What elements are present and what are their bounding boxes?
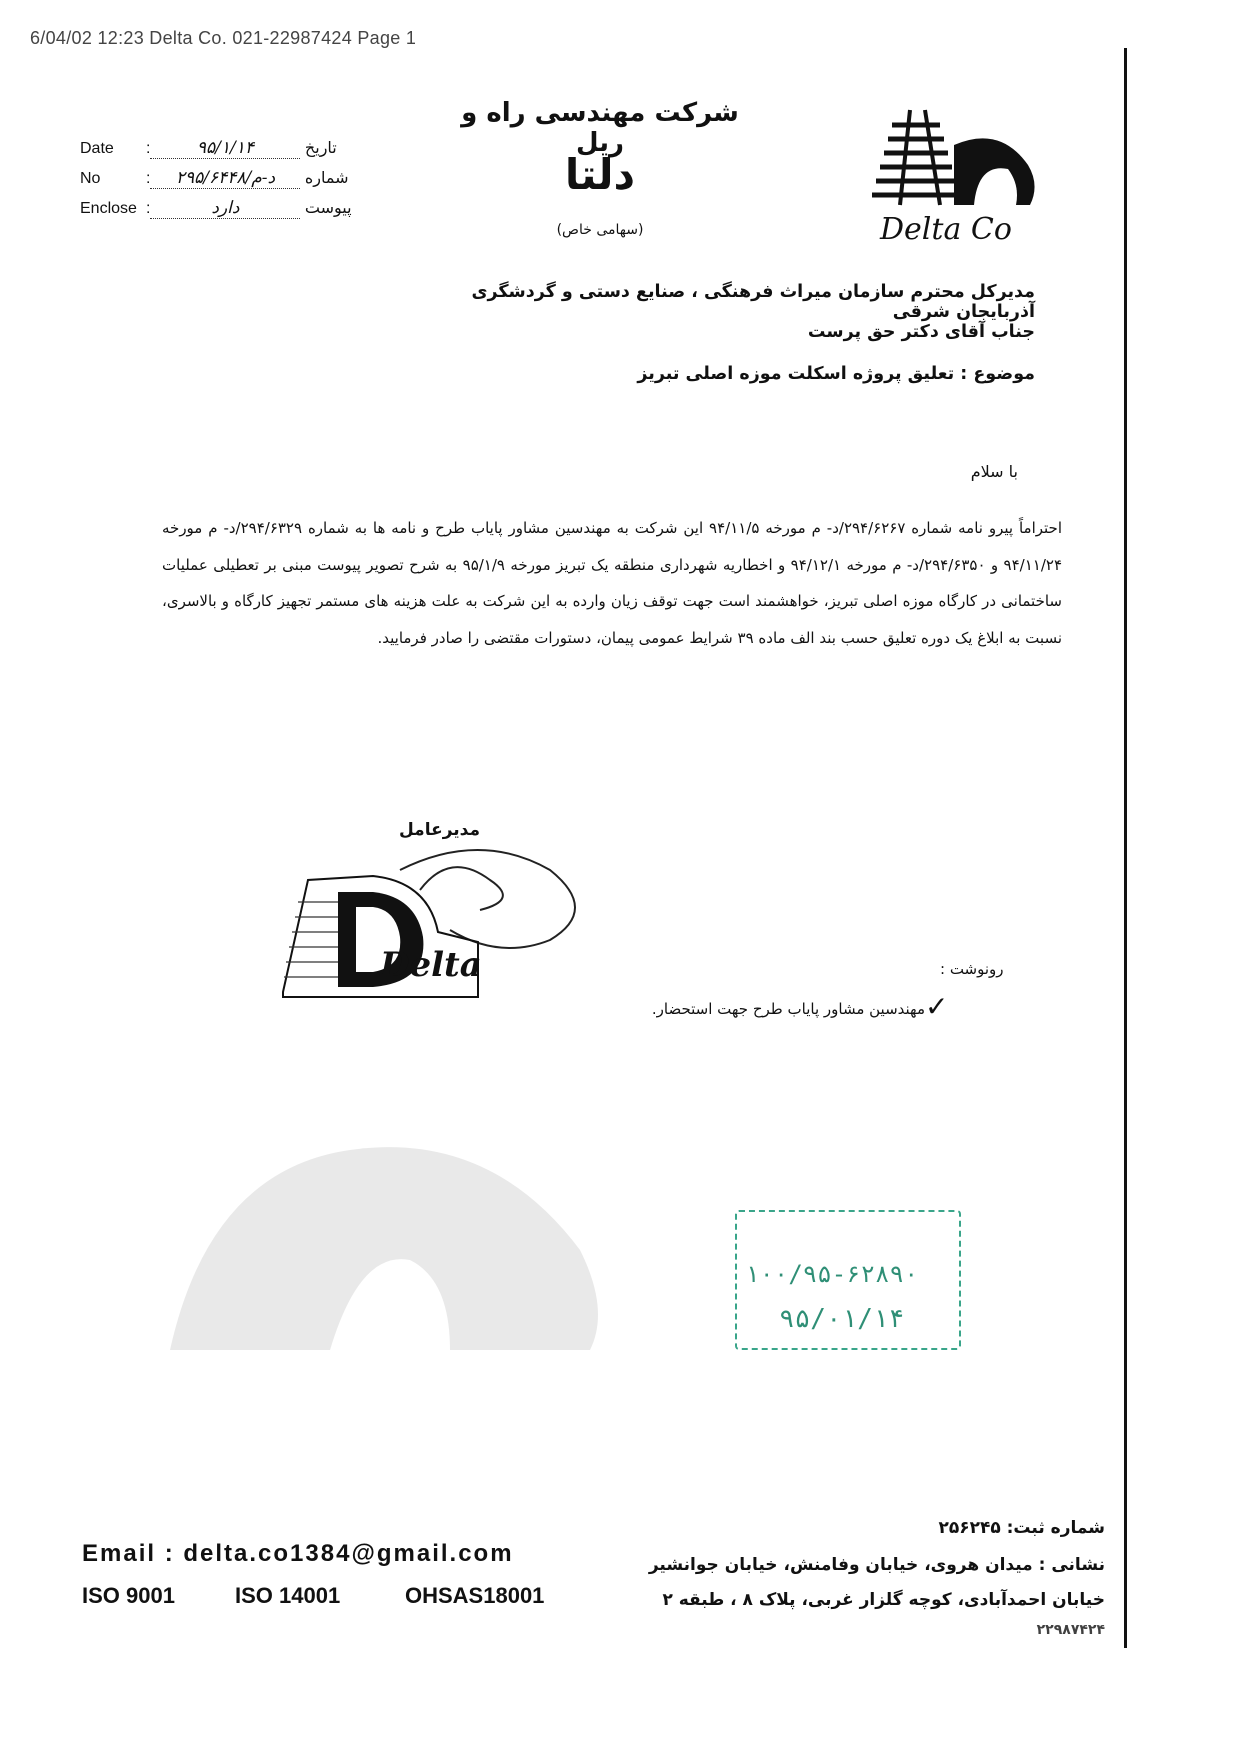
signature-title: مدیرعامل (399, 820, 480, 840)
footer-iso-9001: ISO 9001 (82, 1583, 175, 1608)
rail-logo-icon (870, 105, 1050, 215)
cc-label: رونوشت : (940, 960, 1004, 978)
stamp-header-text (747, 1220, 947, 1235)
check-mark-icon: ✓ (925, 990, 949, 1023)
footer-email: Email : delta.co1384@gmail.com (82, 1540, 514, 1567)
cc-item: مهندسین مشاور پایاب طرح جهت استحضار. (651, 1000, 925, 1018)
received-stamp (735, 1210, 961, 1350)
greeting: با سلام (970, 462, 1018, 481)
margin-rule (1124, 48, 1127, 1648)
footer-phone: ۲۲۹۸۷۴۲۴ (1036, 1622, 1105, 1638)
faded-watermark (150, 1110, 630, 1360)
seal-logo-text: Delta (380, 945, 482, 985)
stamp-date: ۹۵/۰۱/۱۴ (779, 1304, 905, 1334)
meta-enclose: Enclose : دارد پیوست (80, 198, 352, 218)
logo-text: Delta Co (880, 212, 1012, 247)
footer-address-1: نشانی : میدان هروی، خیابان وفامنش، خیابان جوانشیر (648, 1555, 1105, 1575)
recipient-line-1: مدیرکل محترم سازمان میراث فرهنگی ، صنایع دستی و گردشگری آذربایجان شرقی (471, 282, 1035, 322)
meta-date: Date : ۹۵/۱/۱۴ تاریخ (80, 138, 337, 158)
footer-ohsas: OHSAS18001 (405, 1583, 545, 1608)
footer-registration: شماره ثبت: ۲۵۶۲۴۵ (938, 1518, 1105, 1538)
company-type: (سهامی خاص) (556, 222, 644, 238)
subject-line: موضوع : تعلیق پروژه اسکلت موزه اصلی تبریز (637, 364, 1035, 384)
company-brand: دلتا (564, 150, 636, 199)
footer-iso-14001: ISO 14001 (235, 1583, 341, 1608)
recipient-line-2: جناب آقای دکتر حق پرست (807, 322, 1035, 342)
fax-header: 6/04/02 12:23 Delta Co. 021-22987424 Page 1 (30, 28, 417, 48)
footer-address-2: خیابان احمدآبادی، کوچه گلزار غربی، پلاک ۸ ، طبقه ۲ (662, 1590, 1105, 1610)
stamp-number: ۱۰۰/۹۵-۶۲۸۹۰ (745, 1260, 919, 1288)
letter-body: احتراماً پیرو نامه شماره ۲۹۴/۶۲۶۷/د- م مورخه ۹۴/۱۱/۵ این شرکت به مهندسین مشاور پایاب طرح و نامه ها به شماره ۲۹۴/۶۳۲۹/د- م مورخه ۹۴/۱۱/۲۴ و ۲۹۴/۶۳۵۰/د- م مورخه ۹۴/۱۲/۱ و اخطاریه شهرداری منطقه یک تبریز مورخه ۹۵/۱/۹ به شرح تصویر پیوست مبنی بر تعطیلی عملیات ساختمانی در کارگاه موزه اصلی تبریز، خواهشمند است جهت توقف زیان وارده به این شرکت به علت هزینه های مستمر تجهیز کارگاه و بالاسری، نسبت به ابلاغ یک دوره تعلیق حسب بند الف ماده ۳۹ شرایط عمومی پیمان، دستورات مقتضی را صادر فرمایید. (162, 519, 1062, 647)
meta-number: No : ۲۹۵/۶۴۴۸/د-م شماره (80, 168, 349, 188)
company-name: شرکت مهندسی راه و ریل (461, 98, 739, 158)
